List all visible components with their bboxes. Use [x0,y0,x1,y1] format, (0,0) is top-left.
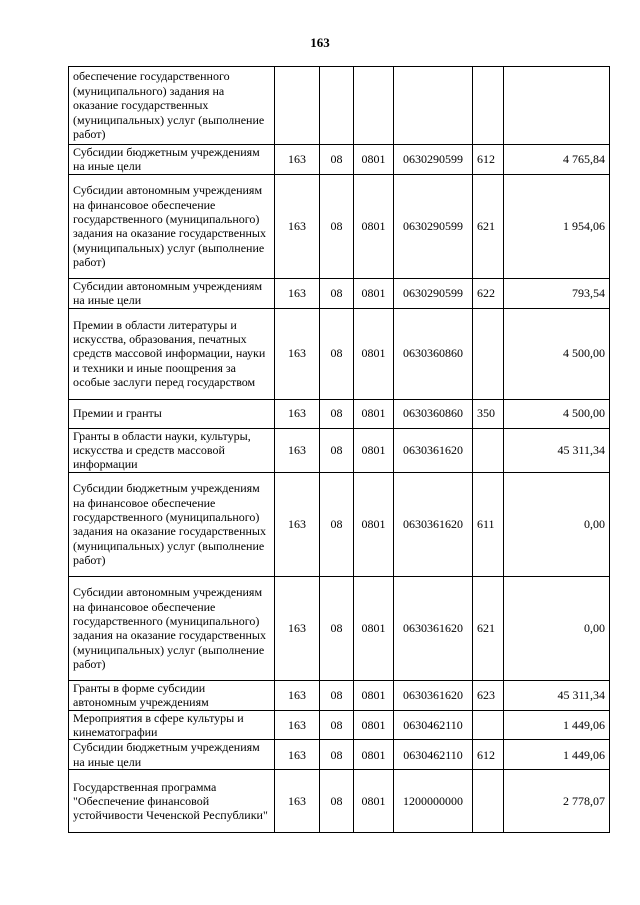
row-vr-cell: 612 [473,145,504,175]
row-csr-cell: 0630360860 [394,308,473,399]
row-pr-cell: 0801 [354,680,394,710]
table-row [69,308,610,399]
table-row [69,680,610,710]
row-name-cell: Субсидии автономным учреждениям на иные цели [69,278,275,308]
row-name-cell: обеспечение государственного (муниципального) задания на оказание государственных (муниципальных) услуг (выполнение работ) [69,67,275,145]
row-sum-cell: 1 449,06 [504,710,610,740]
row-grbs-cell: 163 [275,710,320,740]
row-rz-cell: 08 [320,428,354,472]
row-csr-cell: 0630290599 [394,174,473,278]
row-sum-cell: 45 311,34 [504,428,610,472]
row-sum-cell: 2 778,07 [504,770,610,833]
row-csr-cell: 0630361620 [394,576,473,680]
row-rz-cell: 08 [320,740,354,770]
row-rz-cell: 08 [320,174,354,278]
row-grbs-cell: 163 [275,428,320,472]
row-name-cell: Субсидии бюджетным учреждениям на иные цели [69,740,275,770]
table-row [69,710,610,740]
row-vr-cell: 611 [473,472,504,576]
row-vr-cell: 623 [473,680,504,710]
row-pr-cell: 0801 [354,278,394,308]
row-vr-cell: 621 [473,174,504,278]
row-grbs-cell: 163 [275,308,320,399]
row-grbs-cell: 163 [275,576,320,680]
row-rz-cell: 08 [320,145,354,175]
table-row [69,67,610,145]
row-pr-cell: 0801 [354,472,394,576]
row-rz-cell: 08 [320,278,354,308]
row-csr-cell: 0630462110 [394,740,473,770]
row-pr-cell: 0801 [354,576,394,680]
row-csr-cell: 1200000000 [394,770,473,833]
row-grbs-cell: 163 [275,278,320,308]
table-row [69,399,610,428]
row-vr-cell [473,308,504,399]
row-name-cell: Премии в области литературы и искусства, образования, печатных средств массовой информации, науки и техники и иные поощрения за особые заслуги перед государством [69,308,275,399]
row-csr-cell: 0630290599 [394,278,473,308]
row-vr-cell [473,710,504,740]
row-grbs-cell: 163 [275,174,320,278]
row-grbs-cell: 163 [275,740,320,770]
row-name-cell: Субсидии бюджетным учреждениям на финансовое обеспечение государственного (муниципального) задания на оказание государственных (муниципальных) услуг (выполнение работ) [69,472,275,576]
row-pr-cell [354,67,394,145]
table-row [69,145,610,175]
row-sum-cell: 0,00 [504,472,610,576]
row-sum-cell: 4 500,00 [504,308,610,399]
row-rz-cell: 08 [320,308,354,399]
table-row [69,428,610,472]
table-body [69,67,610,833]
row-pr-cell: 0801 [354,710,394,740]
table-row [69,472,610,576]
table-row [69,576,610,680]
table-row [69,740,610,770]
row-rz-cell: 08 [320,710,354,740]
row-rz-cell: 08 [320,399,354,428]
row-vr-cell: 621 [473,576,504,680]
row-pr-cell: 0801 [354,145,394,175]
row-vr-cell: 350 [473,399,504,428]
row-sum-cell: 4 500,00 [504,399,610,428]
row-rz-cell: 08 [320,472,354,576]
row-pr-cell: 0801 [354,770,394,833]
row-name-cell: Гранты в форме субсидии автономным учреждениям [69,680,275,710]
row-vr-cell [473,770,504,833]
row-pr-cell: 0801 [354,308,394,399]
row-pr-cell: 0801 [354,399,394,428]
row-name-cell: Государственная программа "Обеспечение финансовой устойчивости Чеченской Республики" [69,770,275,833]
row-csr-cell: 0630361620 [394,680,473,710]
row-sum-cell: 45 311,34 [504,680,610,710]
row-sum-cell: 0,00 [504,576,610,680]
row-pr-cell: 0801 [354,174,394,278]
row-csr-cell: 0630361620 [394,472,473,576]
row-rz-cell: 08 [320,770,354,833]
row-grbs-cell: 163 [275,472,320,576]
row-grbs-cell: 163 [275,145,320,175]
row-rz-cell [320,67,354,145]
row-grbs-cell [275,67,320,145]
row-csr-cell: 0630361620 [394,428,473,472]
row-vr-cell [473,67,504,145]
row-pr-cell: 0801 [354,740,394,770]
row-rz-cell: 08 [320,680,354,710]
page-number: 163 [310,35,330,50]
row-name-cell: Субсидии автономным учреждениям на финансовое обеспечение государственного (муниципального) задания на оказание государственных (муниципальных) услуг (выполнение работ) [69,576,275,680]
row-sum-cell: 1 449,06 [504,740,610,770]
row-csr-cell: 0630462110 [394,710,473,740]
row-pr-cell: 0801 [354,428,394,472]
row-sum-cell [504,67,610,145]
row-name-cell: Гранты в области науки, культуры, искусства и средств массовой информации [69,428,275,472]
row-grbs-cell: 163 [275,680,320,710]
row-name-cell: Премии и гранты [69,399,275,428]
table-row [69,174,610,278]
row-sum-cell: 1 954,06 [504,174,610,278]
row-csr-cell: 0630360860 [394,399,473,428]
row-sum-cell: 793,54 [504,278,610,308]
row-name-cell: Мероприятия в сфере культуры и кинематографии [69,710,275,740]
table-row [69,770,610,833]
row-vr-cell: 612 [473,740,504,770]
row-csr-cell: 0630290599 [394,145,473,175]
row-grbs-cell: 163 [275,770,320,833]
row-csr-cell [394,67,473,145]
table-row [69,278,610,308]
row-name-cell: Субсидии бюджетным учреждениям на иные цели [69,145,275,175]
row-sum-cell: 4 765,84 [504,145,610,175]
row-grbs-cell: 163 [275,399,320,428]
row-rz-cell: 08 [320,576,354,680]
row-vr-cell: 622 [473,278,504,308]
row-vr-cell [473,428,504,472]
budget-table [68,66,610,833]
row-name-cell: Субсидии автономным учреждениям на финансовое обеспечение государственного (муниципального) задания на оказание государственных (муниципальных) услуг (выполнение работ) [69,174,275,278]
